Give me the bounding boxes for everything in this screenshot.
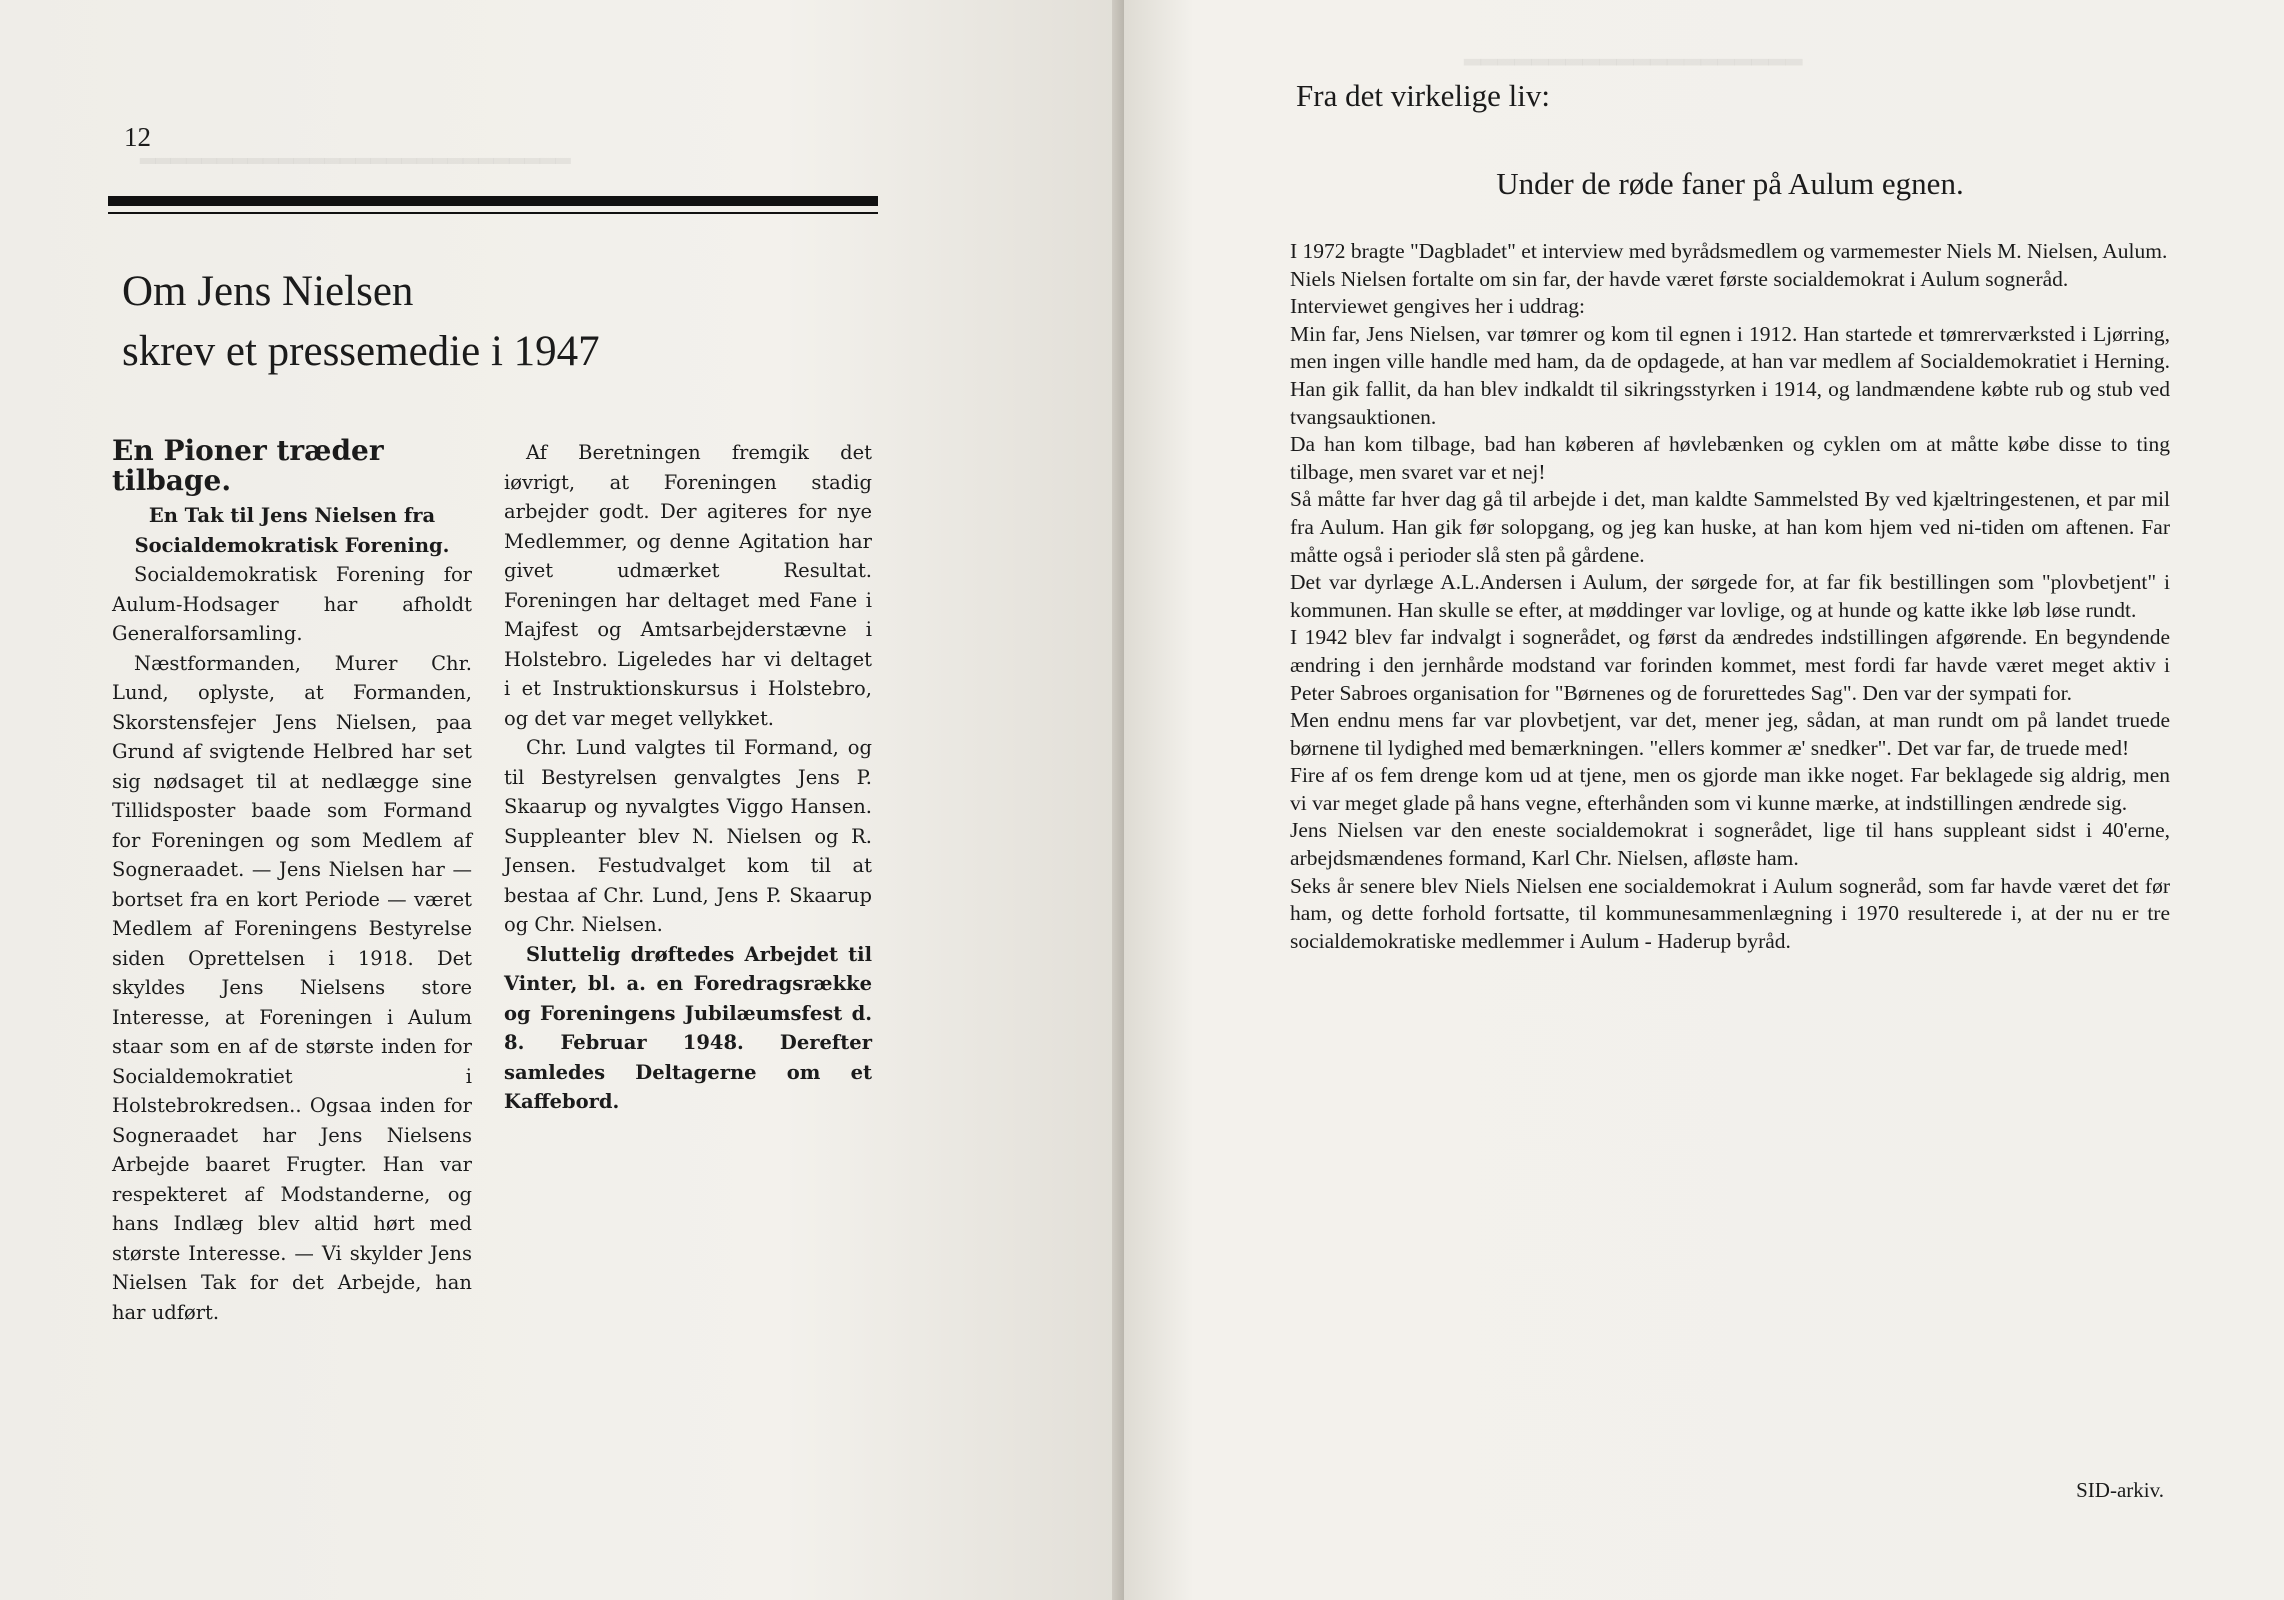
heading-rule-thin <box>108 212 878 214</box>
clipping-column-1 <box>112 436 472 1327</box>
left-page <box>0 0 1120 1600</box>
body-paragraph: Jens Nielsen var den eneste socialdemokrat i sognerådet, lige til hans suppleant sidst i 40'erne, arbejdsmændenes formand, Karl Chr. Nielsen, afløste ham. <box>1290 818 2170 871</box>
interview-text <box>1290 238 2170 955</box>
bleed-through-text: ▂▂▂▂▂▂▂▂▂▂▂▂▂▂▂▂▂▂▂▂▂▂▂▂▂▂▂▂ <box>140 142 571 164</box>
clipping-paragraph: Af Beretningen fremgik det iøvrigt, at Foreningen stadig arbejder godt. Der agiteres for nye Medlemmer, og denne Agitation har givet udmærket Resultat. Foreningen har deltaget med Fane i Majfest og Amtsarbejderstævne i Holstebro. Ligeledes har vi deltaget i et Instruktionskursus i Holstebro, og det var meget vellykket. <box>504 441 872 730</box>
body-paragraph: Niels Nielsen fortalte om sin far, der havde været første socialdemokrat i Aulum sogneråd. <box>1290 266 2069 291</box>
body-paragraph: Interviewet gengives her i uddrag: <box>1290 294 1585 319</box>
body-paragraph: I 1972 bragte "Dagbladet" et interview med byrådsmedlem og varmemester Niels M. Nielsen, Aulum. <box>1290 239 2168 263</box>
clipping-paragraph: Socialdemokratisk Forening for Aulum-Hodsager har afholdt Generalforsamling. <box>112 563 472 645</box>
section-kicker: Fra det virkelige liv: <box>1296 78 1550 113</box>
body-paragraph: Men endnu mens far var plovbetjent, var det, mener jeg, sådan, at man rundt om på landet truede børnene til lydighed med bemærkningen. "ellers kommer æ' snedker". Det var far, de truede med! <box>1290 708 2170 760</box>
clipping-subhead-2: Socialdemokratisk Forening. <box>134 533 450 557</box>
source-credit: SID-arkiv. <box>2076 1478 2164 1502</box>
clipping-subhead-1: En Tak til Jens Nielsen fra <box>148 504 436 527</box>
clipping-column-2 <box>504 438 872 1117</box>
page-number: 12 <box>124 122 151 152</box>
title-line-2: skrev et pressemedie i 1947 <box>122 328 600 375</box>
clipping-paragraph: Sluttelig drøftedes Arbejdet til Vinter, bl. a. en Foredragsrække og Foreningens Jubilæumsfest d. 8. Februar 1948. Derefter samledes Deltagerne om et Kaffebord. <box>504 942 872 1113</box>
body-paragraph: I 1942 blev far indvalgt i sognerådet, og først da ændredes indstillingen afgørende. En begyndende ændring i den jernhårde modstand var forinden kommet, mest fordi far havde været meget aktiv i Peter Sabroes organisation for "Børnenes og de forurettedes Sag". Den var der sympati for. <box>1290 625 2170 705</box>
body-paragraph: Min far, Jens Nielsen, var tømrer og kom til egnen i 1912. Han startede et tømrerværksted i Ljørring, men ingen ville handle med ham, da de opdagede, at han var medlem af Socialdemokratiet i Herning. Han gik fallit, da han blev indkaldt til sikringsstyrken i 1914, og landmændene købte rub og stub ved tvangsauktionen. <box>1290 321 2170 429</box>
body-paragraph: Seks år senere blev Niels Nielsen ene socialdemokrat i Aulum sogneråd, som far havde været det før ham, og dette forhold fortsatte, til kommunesammenlægning i 1970 resulterede i, at der nu er tre socialdemokratiske medlemmer i Aulum - Haderup byråd. <box>1290 873 2170 953</box>
article-title <box>122 262 600 382</box>
heading-rule <box>108 196 878 206</box>
article-title-right: Under de røde faner på Aulum egnen. <box>1496 166 1964 201</box>
clipping-headline: En Pioner træder tilbage. <box>112 434 384 497</box>
body-paragraph: Så måtte far hver dag gå til arbejde i det, man kaldte Sammelsted By ved kjæltringestenen, et par mil fra Aulum. Han gik før solopgang, og jeg kan huske, at han kom hjem ved ni-tiden om aftenen. Far måtte også i perioder slå sten på gårdene. <box>1290 487 2170 567</box>
bleed-through-text: ▂▂▂▂▂▂▂▂▂▂▂▂▂▂▂▂▂▂▂▂ <box>1464 40 1803 65</box>
title-line-1: Om Jens Nielsen <box>122 268 414 315</box>
body-paragraph: Det var dyrlæge A.L.Andersen i Aulum, der sørgede for, at far fik bestillingen som "plovbetjent" i kommunen. Han skulle se efter, at møddinger var lovlige, og at hunde og katte ikke løb løse rundt. <box>1290 570 2170 622</box>
body-paragraph: Fire af os fem drenge kom ud at tjene, men os gjorde man ikke noget. Far beklagede sig aldrig, men vi var meget glade på hans vegne, efterhånden som vi kunne mærke, at indstillingen ændrede sig. <box>1290 763 2170 815</box>
clipping-paragraph: Chr. Lund valgtes til Formand, og til Bestyrelsen genvalgtes Jens P. Skaarup og nyvalgtes Viggo Hansen. Suppleanter blev N. Nielsen og R. Jensen. Festudvalget kom til at bestaa af Chr. Lund, Jens P. Skaarup og Chr. Nielsen. <box>504 736 872 936</box>
body-paragraph: Da han kom tilbage, bad han køberen af høvlebænken og cyklen om at måtte købe disse to ting tilbage, men svaret var et nej! <box>1290 432 2170 484</box>
clipping-paragraph: Næstformanden, Murer Chr. Lund, oplyste, at Formanden, Skorstensfejer Jens Nielsen, paa Grund af svigtende Helbred har set sig nødsaget til at nedlægge sine Tillidsposter baade som Formand for Foreningen og som Medlem af Sogneraadet. — Jens Nielsen har — bortset fra en kort Periode — været Medlem af Foreningens Bestyrelse siden Oprettelsen i 1918. Det skyldes Jens Nielsens store Interesse, at Foreningen i Aulum staar som en af de største inden for Socialdemokratiet i Holstebrokredsen.. Ogsaa inden for Sogneraadet har Jens Nielsens Arbejde baaret Frugter. Han var respekteret af Modstanderne, og hans Indlæg blev altid hørt med største Interesse. — Vi skylder Jens Nielsen Tak for det Arbejde, han har udført. <box>112 651 472 1324</box>
